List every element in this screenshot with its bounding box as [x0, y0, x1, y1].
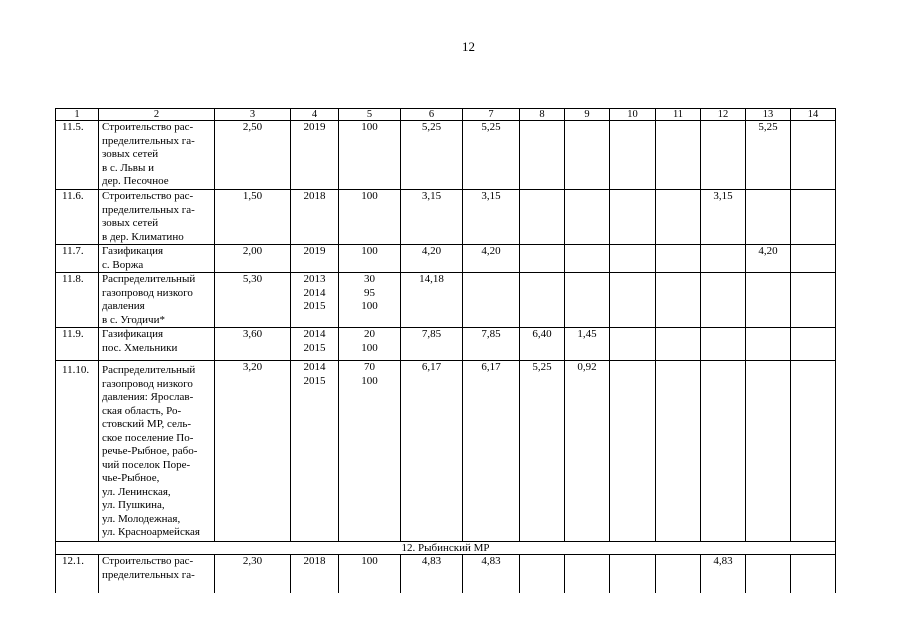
value-col-5 — [339, 555, 401, 594]
value-col-12 — [701, 245, 746, 273]
value-col-13 — [746, 361, 791, 542]
value-col-10 — [610, 121, 656, 190]
year-line: 2014 — [303, 361, 326, 373]
value-col-13 — [746, 328, 791, 361]
text-line: ул. Молодежная, — [102, 512, 181, 525]
text-line: давления: Ярослав- — [102, 391, 194, 403]
text-line: ул. Ленинская, — [102, 485, 171, 498]
value-col-10 — [610, 328, 656, 361]
value-col-9 — [565, 121, 610, 190]
object-name — [99, 121, 215, 190]
text-line: Строительство рас- — [102, 121, 194, 133]
value-col-12 — [701, 273, 746, 328]
column-number: 5 — [339, 109, 401, 121]
text-line: пределительных га- — [102, 134, 195, 147]
value-col-4 — [291, 328, 339, 361]
percent-line: 100 — [361, 341, 378, 354]
value-col-3: 5,30 — [215, 273, 291, 328]
percent-line: 100 — [361, 374, 378, 387]
row-number: 11.9. — [56, 328, 99, 361]
value-col-11 — [656, 328, 701, 361]
value-col-4 — [291, 245, 339, 273]
value-col-13 — [746, 273, 791, 328]
column-number: 4 — [291, 109, 339, 121]
column-number: 7 — [463, 109, 520, 121]
value-col-8 — [520, 245, 565, 273]
object-name — [99, 361, 215, 542]
value-col-8 — [520, 273, 565, 328]
value-col-7 — [463, 273, 520, 328]
value-col-4 — [291, 121, 339, 190]
value-col-5 — [339, 273, 401, 328]
value-col-6: 7,85 — [401, 328, 463, 361]
text-line: чий поселок Поре- — [102, 458, 191, 471]
text-line: в с. Угодичи* — [102, 313, 165, 326]
table-row — [56, 555, 836, 594]
value-col-7: 7,85 — [463, 328, 520, 361]
text-line: стовский МР, сель- — [102, 418, 192, 430]
value-col-3: 1,50 — [215, 190, 291, 245]
value-col-13 — [746, 555, 791, 594]
year-line: 2013 — [303, 273, 326, 285]
text-line: с. Воржа — [102, 258, 144, 271]
text-line: газопровод низкого — [102, 286, 193, 299]
value-col-7: 6,17 — [463, 361, 520, 542]
value-col-11 — [656, 121, 701, 190]
value-col-14 — [791, 245, 836, 273]
object-name — [99, 245, 215, 273]
column-number: 2 — [99, 109, 215, 121]
year-line: 2019 — [303, 245, 326, 257]
value-col-5 — [339, 361, 401, 542]
value-col-10 — [610, 273, 656, 328]
object-name — [99, 190, 215, 245]
section-row — [56, 542, 836, 555]
value-col-8: 5,25 — [520, 361, 565, 542]
value-col-5 — [339, 328, 401, 361]
value-col-5 — [339, 190, 401, 245]
percent-line: 100 — [361, 245, 378, 257]
object-name — [99, 273, 215, 328]
value-col-8: 6,40 — [520, 328, 565, 361]
value-col-14 — [791, 361, 836, 542]
value-col-3: 3,20 — [215, 361, 291, 542]
text-line: Строительство рас- — [102, 555, 194, 567]
value-col-8 — [520, 121, 565, 190]
value-col-8 — [520, 555, 565, 594]
value-col-9: 1,45 — [565, 328, 610, 361]
column-number: 3 — [215, 109, 291, 121]
text-line: пределительных га- — [102, 568, 195, 581]
text-line: пределительных га- — [102, 203, 195, 216]
text-line: дер. Песочное — [102, 175, 169, 187]
value-col-12 — [701, 361, 746, 542]
text-line: зовых сетей — [102, 148, 159, 160]
value-col-6: 4,83 — [401, 555, 463, 594]
text-line: чье-Рыбное, — [102, 472, 160, 484]
text-line: газопровод низкого — [102, 377, 193, 390]
text-line: в дер. Климатино — [102, 230, 184, 243]
column-number: 6 — [401, 109, 463, 121]
value-col-5 — [339, 245, 401, 273]
value-col-3: 2,00 — [215, 245, 291, 273]
value-col-10 — [610, 361, 656, 542]
percent-line: 30 — [364, 273, 375, 285]
value-col-9 — [565, 245, 610, 273]
value-col-7: 4,83 — [463, 555, 520, 594]
value-col-14 — [791, 273, 836, 328]
percent-line: 100 — [361, 300, 378, 312]
text-line: зовых сетей — [102, 217, 159, 229]
text-line: ул. Красноармейская — [102, 526, 200, 538]
row-number: 12.1. — [56, 555, 99, 594]
year-line: 2018 — [303, 190, 326, 202]
value-col-4 — [291, 190, 339, 245]
percent-line: 100 — [361, 555, 378, 567]
value-col-11 — [656, 190, 701, 245]
row-number: 11.8. — [56, 273, 99, 328]
value-col-12: 4,83 — [701, 555, 746, 594]
year-line: 2014 — [303, 328, 326, 340]
column-number: 12 — [701, 109, 746, 121]
page-number: 12 — [462, 39, 475, 54]
value-col-8 — [520, 190, 565, 245]
table-row — [56, 121, 836, 190]
text-line: Газификация — [102, 328, 164, 340]
object-name — [99, 555, 215, 594]
object-name — [99, 328, 215, 361]
column-number: 13 — [746, 109, 791, 121]
value-col-6: 3,15 — [401, 190, 463, 245]
table-row — [56, 245, 836, 273]
value-col-6: 5,25 — [401, 121, 463, 190]
value-col-11 — [656, 273, 701, 328]
percent-line: 70 — [364, 361, 375, 373]
value-col-14 — [791, 555, 836, 594]
column-number: 8 — [520, 109, 565, 121]
year-line: 2018 — [303, 555, 326, 567]
column-numbers-row — [56, 109, 836, 121]
column-number: 11 — [656, 109, 701, 121]
text-line: пос. Хмельники — [102, 341, 178, 354]
table-row — [56, 361, 836, 542]
year-line: 2019 — [303, 121, 326, 133]
value-col-13: 4,20 — [746, 245, 791, 273]
value-col-4 — [291, 555, 339, 594]
value-col-11 — [656, 361, 701, 542]
text-line: речье-Рыбное, рабо- — [102, 445, 198, 457]
value-col-7: 4,20 — [463, 245, 520, 273]
value-col-14 — [791, 190, 836, 245]
value-col-7: 3,15 — [463, 190, 520, 245]
value-col-9 — [565, 555, 610, 594]
value-col-9 — [565, 273, 610, 328]
text-line: ская область, Ро- — [102, 404, 182, 417]
percent-line: 100 — [361, 190, 378, 202]
text-line: давления — [102, 300, 145, 312]
text-line: Газификация — [102, 245, 164, 257]
value-col-9 — [565, 190, 610, 245]
value-col-14 — [791, 121, 836, 190]
value-col-11 — [656, 555, 701, 594]
value-col-12: 3,15 — [701, 190, 746, 245]
value-col-3: 2,30 — [215, 555, 291, 594]
value-col-9: 0,92 — [565, 361, 610, 542]
year-line: 2015 — [303, 300, 326, 312]
percent-line: 20 — [364, 328, 375, 340]
table-row — [56, 273, 836, 328]
row-number: 11.5. — [56, 121, 99, 190]
value-col-11 — [656, 245, 701, 273]
value-col-6: 6,17 — [401, 361, 463, 542]
year-line: 2015 — [303, 341, 326, 354]
row-number: 11.10. — [56, 361, 99, 542]
value-col-12 — [701, 328, 746, 361]
year-line: 2015 — [303, 374, 326, 387]
value-col-3: 3,60 — [215, 328, 291, 361]
row-number: 11.6. — [56, 190, 99, 245]
text-line: ское поселение По- — [102, 431, 194, 444]
section-heading: 12. Рыбинский МР — [56, 542, 836, 555]
value-col-4 — [291, 273, 339, 328]
text-line: в с. Львы и — [102, 161, 155, 174]
text-line: ул. Пушкина, — [102, 499, 165, 511]
value-col-13 — [746, 190, 791, 245]
percent-line: 95 — [364, 286, 375, 299]
value-col-10 — [610, 245, 656, 273]
row-number: 11.7. — [56, 245, 99, 273]
value-col-10 — [610, 555, 656, 594]
table-row — [56, 190, 836, 245]
value-col-14 — [791, 328, 836, 361]
value-col-3: 2,50 — [215, 121, 291, 190]
value-col-6: 14,18 — [401, 273, 463, 328]
value-col-7: 5,25 — [463, 121, 520, 190]
column-number: 14 — [791, 109, 836, 121]
value-col-12 — [701, 121, 746, 190]
text-line: Распределительный — [102, 273, 196, 285]
year-line: 2014 — [303, 286, 326, 299]
value-col-6: 4,20 — [401, 245, 463, 273]
percent-line: 100 — [361, 121, 378, 133]
text-line: Распределительный — [102, 364, 196, 376]
column-number: 10 — [610, 109, 656, 121]
gasification-table — [55, 108, 836, 593]
table-row — [56, 328, 836, 361]
value-col-5 — [339, 121, 401, 190]
value-col-13: 5,25 — [746, 121, 791, 190]
column-number: 9 — [565, 109, 610, 121]
column-number: 1 — [56, 109, 99, 121]
value-col-10 — [610, 190, 656, 245]
text-line: Строительство рас- — [102, 190, 194, 202]
value-col-4 — [291, 361, 339, 542]
